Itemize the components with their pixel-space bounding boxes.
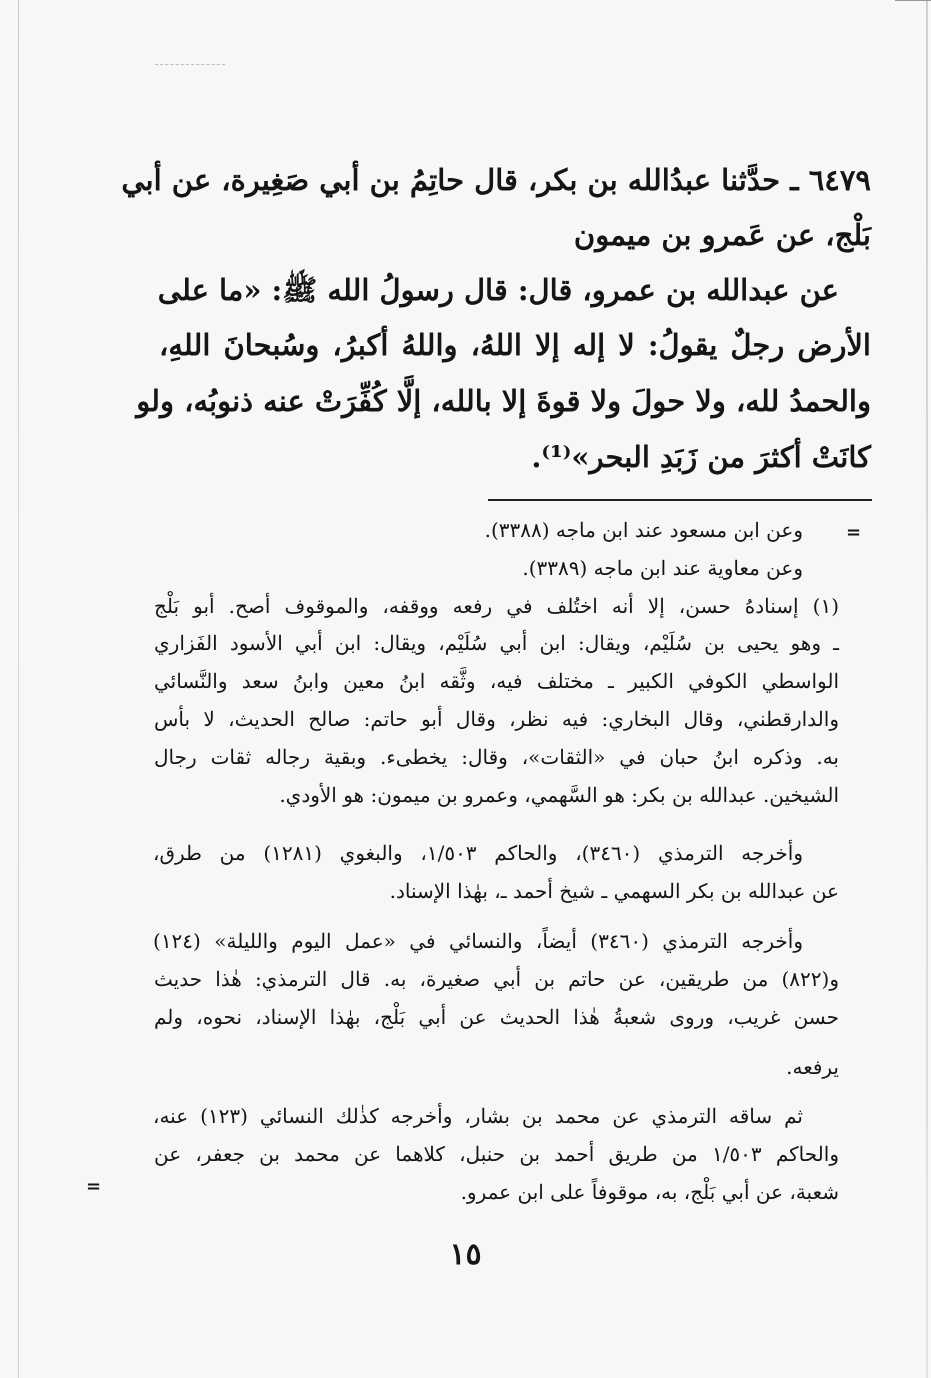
footnote-line: الشيخين. عبدالله بن بكر: هو السَّهمي، وعمرو بن ميمون: هو الأودي. (279, 783, 839, 807)
hadith-line-2: بَلْج، عن عَمرو بن ميمون (573, 218, 871, 252)
footnote-divider (488, 499, 872, 501)
footnote-line: يرفعه. (786, 1055, 839, 1079)
footnote-line: وأخرجه الترمذي (٣٤٦٠) أيضاً، والنسائي في «عمل اليوم والليلة» (١٢٤) (153, 929, 803, 953)
footnote-line: وعن معاوية عند ابن ماجه (٣٣٨٩). (522, 556, 803, 580)
footnote-line: عن عبدالله بن بكر السهمي ـ شيخ أحمد ـ، بهٰذا الإسناد. (389, 879, 839, 903)
footnote-line: حسن غريب، وروى شعبةُ هٰذا الحديث عن أبي بَلْج، بهٰذا الإسناد، نحوه، ولم (154, 1005, 839, 1029)
footnote-line: والدارقطني، وقال البخاري: فيه نظر، وقال أبو حاتم: صالح الحديث، لا بأس (154, 707, 839, 731)
continuation-mark-top: = (846, 522, 862, 543)
hadith-line-4: الأرض رجلٌ يقولُ: لا إله إلا اللهُ، واللهُ أكبرُ، وسُبحانَ اللهِ، (159, 328, 871, 362)
scan-edge-right (926, 0, 928, 1378)
hadith-line-6: كانَتْ أكثرَ من زَبَدِ البحر»⁽¹⁾. (531, 440, 871, 474)
footnote-line: وعن ابن مسعود عند ابن ماجه (٣٣٨٨). (484, 518, 803, 542)
continuation-mark-bottom: = (86, 1176, 102, 1197)
scan-artifact (155, 64, 225, 66)
hadith-line-1: ٦٤٧٩ ـ حدَّثنا عبدُالله بن بكر، قال حاتِمُ بن أبي صَغِيرة، عن أبي (121, 163, 871, 197)
footnote-line: شعبة، عن أبي بَلْج، به، موقوفاً على ابن عمرو. (460, 1180, 839, 1204)
footnote-line: الواسطي الكوفي الكبير ـ مختلف فيه، وثَّقه ابنُ معين وابنُ سعد والنَّسائي (154, 669, 840, 693)
hadith-line-3: عن عبدالله بن عمرو، قال: قال رسولُ الله ﷺ: «ما على (157, 273, 839, 307)
footnote-line: ـ وهو يحيى بن سُلَيْم، ويقال: ابن أبي سُلَيْم، ويقال: ابن أبي الأسود الفَزاري (154, 631, 839, 655)
footnote-line: والحاكم ١/٥٠٣ من طريق أحمد بن حنبل، كلاهما عن محمد بن جعفر، عن (154, 1142, 839, 1166)
footnote-line: (١) إسنادهُ حسن، إلا أنه اختُلف في رفعه ووقفه، والموقوف أصح. أبو بَلْج (154, 594, 839, 618)
footnote-line: ثم ساقه الترمذي عن محمد بن بشار، وأخرجه كذٰلك النسائي (١٢٣) عنه، (153, 1104, 803, 1128)
hadith-line-5: والحمدُ لله، ولا حولَ ولا قوةَ إلا بالله، إلَّا كُفِّرَتْ عنه ذنوبُه، ولو (136, 384, 871, 418)
footnote-line: و(٨٢٢) من طريقين، عن حاتم بن أبي صغيرة، به. قال الترمذي: هٰذا حديث (154, 967, 839, 991)
scan-edge-top (895, 0, 931, 1)
footnote-line: وأخرجه الترمذي (٣٤٦٠)، والحاكم ١/٥٠٣، والبغوي (١٢٨١) من طرق، (153, 841, 803, 865)
footnote-line: به. وذكره ابنُ حبان في «الثقات»، وقال: يخطىء. وبقية رجاله ثقات رجال (154, 745, 839, 769)
page-number: ١٥ (449, 1237, 482, 1272)
scan-edge-left (18, 0, 19, 1378)
